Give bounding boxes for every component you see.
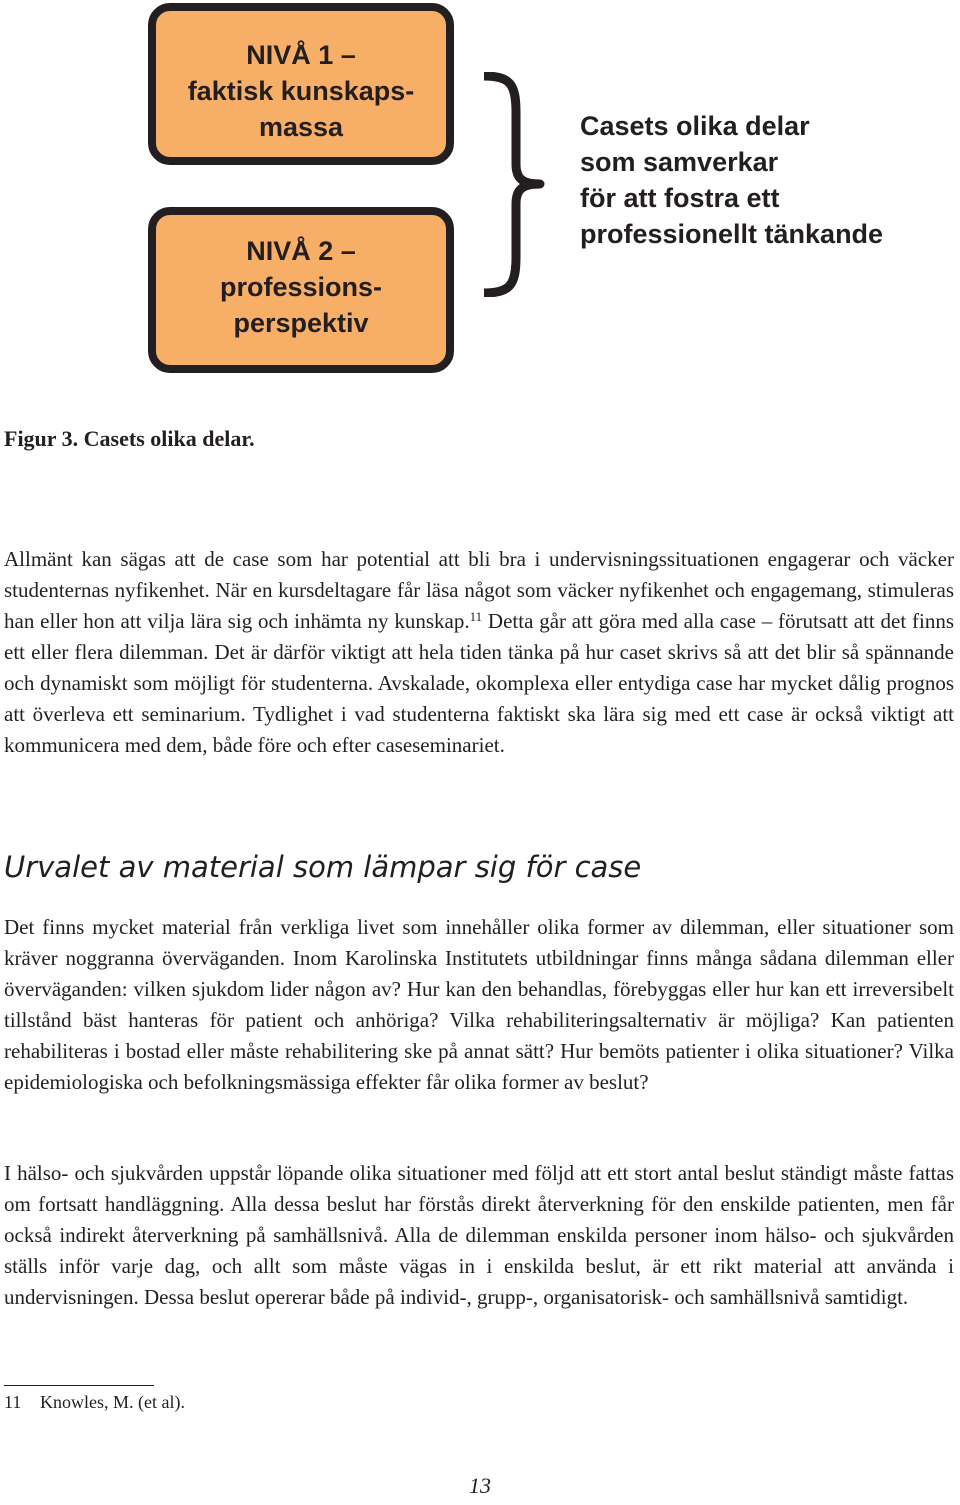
footnote-reference[interactable]: 11: [469, 609, 483, 624]
side-text-line-2: som samverkar: [580, 147, 779, 177]
footnote-number: 11: [4, 1392, 22, 1412]
body-paragraph-3: I hälso- och sjukvården uppstår löpande olika situationer med följd att ett stort antal beslut ständigt måste fattas om fortsatt handläggning. Alla dessa beslut har förstås direkt återverkning för den enskilde patienten, men får också indirekt återverkning på samhällsnivå. Alla de dilemman enskilda personer inom hälso- och sjukvården ställs inför varje dag, och allt som måste vägas in i enskilda beslut, är ett rikt material att använda i undervisningen. Dessa beslut opererar både på individ-, grupp-, organisatorisk- och samhällsnivå samtidigt.: [4, 1161, 954, 1309]
level-2-line-1: NIVÅ 2 –: [246, 236, 356, 266]
footnote-divider: [4, 1385, 154, 1386]
level-2-box: [148, 207, 454, 373]
level-2-line-2: professions-: [219, 272, 383, 302]
side-text-line-3: för att fostra ett: [580, 183, 780, 213]
level-1-line-2: faktisk kunskaps-: [187, 76, 415, 106]
footnote: [4, 1392, 185, 1413]
figure-caption: Figur 3. Casets olika delar.: [4, 426, 255, 451]
side-text-line-1: Casets olika delar: [580, 111, 810, 141]
curly-brace-icon: [476, 72, 546, 297]
body-paragraph-2: Det finns mycket material från verkliga livet som innehåller olika former av dilemman, eller situationer som kräver noggranna överväganden. Inom Karolinska Institutets utbildningar finns många sådana dilemman eller överväganden: vilken sjukdom lider någon av? Hur kan den behandlas, förebyggas eller hur kan ett irreversibelt tillstånd bäst hanteras för patient och anhöriga? Vilka rehabiliteringsalternativ är möjliga? Kan patienten rehabiliteras i bostad eller måste rehabilitering ske på annat sätt? Hur bemöts patienter i olika situationer? Vilka epidemiologiska och befolkningsmässiga effekter får olika former av beslut?: [4, 915, 954, 1094]
section-heading: Urvalet av material som lämpar sig för case: [4, 850, 642, 884]
level-2-line-3: perspektiv: [233, 308, 369, 338]
level-1-line-1: NIVÅ 1 –: [246, 40, 356, 70]
footnote-text: Knowles, M. (et al).: [40, 1392, 185, 1412]
figure-side-text: [580, 108, 883, 252]
level-1-box: [148, 3, 454, 165]
level-1-line-3: massa: [258, 112, 344, 142]
side-text-line-4: professionellt tänkande: [580, 219, 884, 249]
paragraph-1-part-b: Detta går att göra med alla case – förutsatt att det finns ett eller flera dilemman. Det är därför viktigt att hela tiden tänka på hur caset skrivs så att det blir så spännande och dynamiskt som möjligt för studenterna. Avskalade, okomplexa eller entydiga case har mycket dålig prognos att överleva ett seminarium. Tydlighet i vad studenterna faktiskt ska lära sig med ett case är också viktigt att kommunicera med dem, både före och efter caseseminariet.: [4, 609, 955, 757]
page-number: 13: [469, 1473, 491, 1498]
body-paragraph-1: [4, 544, 954, 761]
paragraph-1-part-a: Allmänt kan sägas att de case som har potential att bli bra i undervisningssituationen engagerar och väcker studenternas nyfikenhet. När en kursdeltagare får läsa något som väcker nyfikenhet och engagemang, stimuleras han eller hon att vilja lära sig och inhämta ny kunskap.: [4, 547, 954, 633]
